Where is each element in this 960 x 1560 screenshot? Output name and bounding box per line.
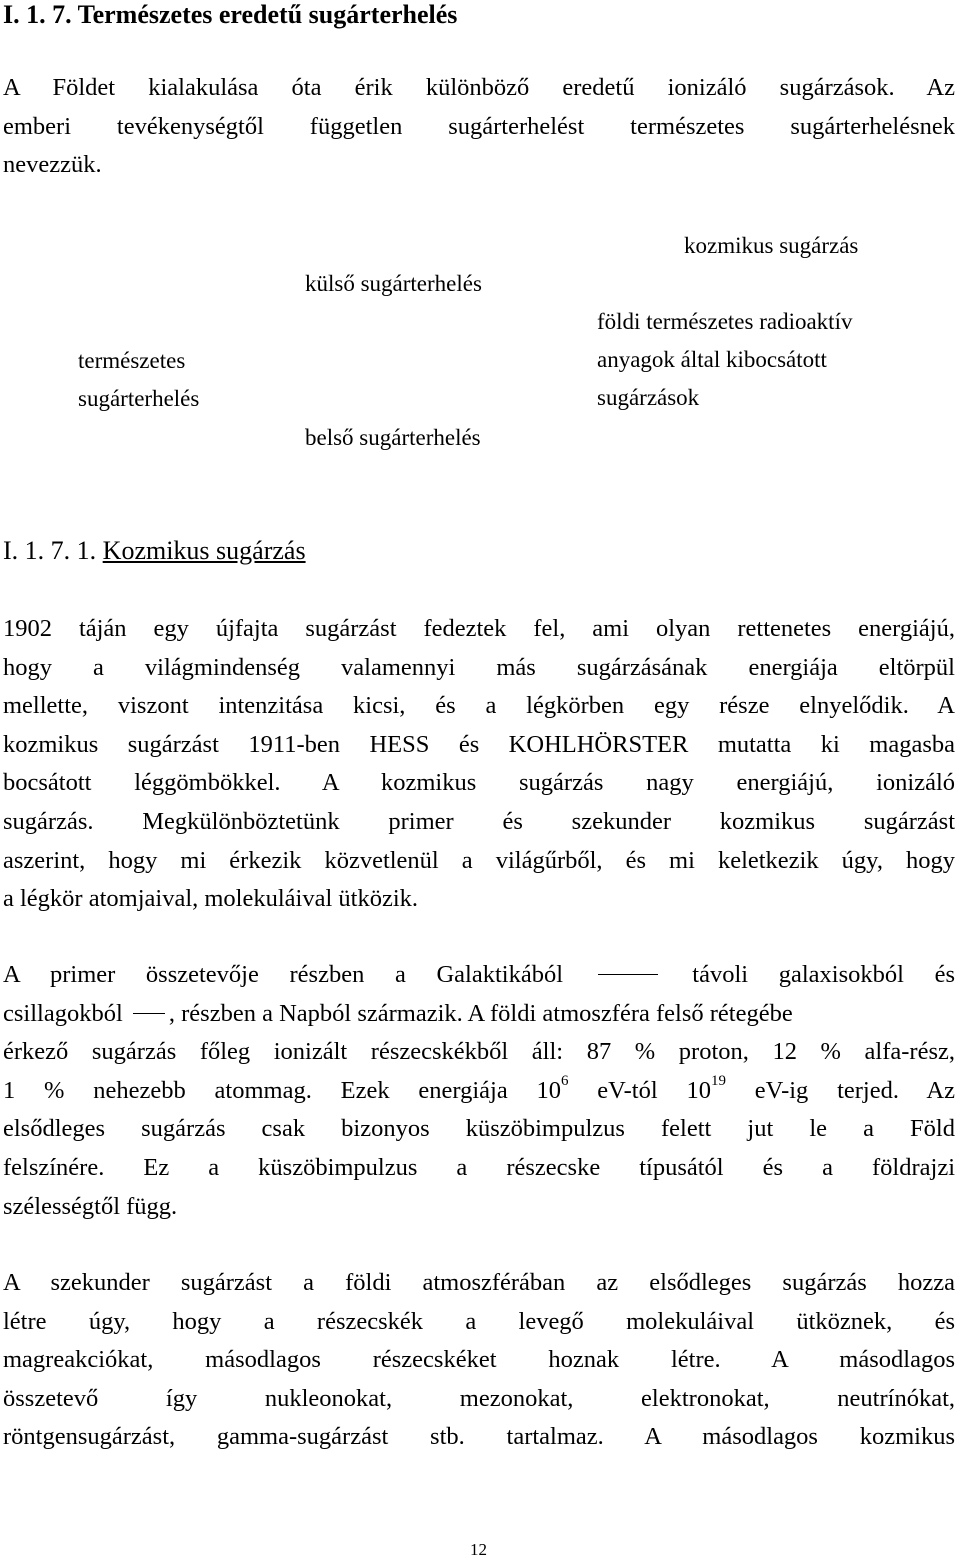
subsection-title: Kozmikus sugárzás	[102, 536, 306, 565]
text-line: nevezzük.	[3, 151, 102, 179]
intro-paragraph	[3, 69, 955, 185]
text-line: bocsátott léggömbökkel. A kozmikus sugárzás nagy energiájú, ionizáló	[3, 769, 955, 797]
page-number: 12	[470, 1540, 487, 1559]
text-line: szélességtől függ.	[3, 1192, 178, 1220]
text-line: a légkör atomjaival, molekuláival ütközik.	[3, 885, 419, 913]
text-line: A Földet kialakulása óta érik különböző eredetű ionizáló sugárzások. Az	[3, 74, 955, 101]
text-span: A primer összetevője részben a Galaktikából	[3, 961, 564, 988]
text-line	[3, 956, 955, 995]
text-line	[3, 1072, 955, 1111]
text-line: magreakciókat, másodlagos részecskéket hoznak létre. A másodlagos	[3, 1346, 955, 1374]
exponent: 6	[561, 1072, 569, 1089]
em-dash	[133, 1013, 165, 1014]
diagram-external: külső sugárterhelés	[305, 271, 482, 296]
text-line	[3, 995, 955, 1034]
exponent: 19	[710, 1072, 726, 1089]
text-span: eV-tól 10	[568, 1076, 711, 1104]
text-span: eV-ig terjed. Az	[725, 1076, 955, 1104]
diagram-root-line1: természetes	[78, 348, 186, 373]
text-span: távoli galaxisokból és	[692, 961, 955, 988]
text-line: sugárzás. Megkülönböztetünk primer és szekunder kozmikus sugárzást	[3, 807, 955, 835]
text-line: hogy a világmindenség valamennyi más sugárzásának energiája eltörpül	[3, 653, 955, 681]
text-line: emberi tevékenységtől független sugárterhelést természetes sugárterhelésnek	[3, 112, 955, 140]
text-line: érkező sugárzás főleg ionizált részecskékből áll: 87 % proton, 12 % alfa-rész,	[3, 1038, 955, 1066]
text-span: csillagokból	[3, 999, 123, 1027]
text-line: mellette, viszont intenzitása kicsi, és a légkörben egy része elnyelődik. A	[3, 692, 955, 720]
em-dash	[598, 974, 658, 975]
text-line: létre úgy, hogy a részecskék a levegő molekuláival ütköznek, és	[3, 1307, 955, 1335]
text-line: elsődleges sugárzás csak bizonyos küszöbimpulzus felett jut le a Föld	[3, 1115, 955, 1143]
paragraph-1	[3, 610, 955, 919]
subsection-number: I. 1. 7. 1.	[3, 536, 97, 565]
text-line: A szekunder sugárzást a földi atmoszférában az elsődleges sugárzás hozza	[3, 1269, 955, 1296]
paragraph-3	[3, 1264, 955, 1457]
section-heading: I. 1. 7. Természetes eredetű sugárterhelés	[3, 0, 458, 29]
text-line: 1902 táján egy újfajta sugárzást fedeztek fel, ami olyan rettenetes energiájú,	[3, 615, 955, 642]
text-line: felszínére. Ez a küszöbimpulzus a részecske típusától és a földrajzi	[3, 1153, 955, 1181]
diagram-cosmic: kozmikus sugárzás	[684, 233, 859, 258]
text-line: kozmikus sugárzást 1911-ben HESS és KOHLHÖRSTER mutatta ki magasba	[3, 730, 955, 758]
diagram-terrestrial-line3: sugárzások	[597, 385, 700, 410]
text-line: aszerint, hogy mi érkezik közvetlenül a világűrből, és mi keletkezik úgy, hogy	[3, 846, 955, 874]
text-line: összetevő így nukleonokat, mezonokat, elektronokat, neutrínókat,	[3, 1384, 955, 1412]
diagram-terrestrial-line2: anyagok által kibocsátott	[597, 347, 827, 372]
diagram-root-line2: sugárterhelés	[78, 386, 200, 411]
diagram-terrestrial-line1: földi természetes radioaktív	[597, 309, 853, 334]
text-span: 1 % nehezebb atommag. Ezek energiája 10	[3, 1076, 562, 1104]
text-span: , részben a Napból származik. A földi atmoszféra felső rétegébe	[168, 999, 793, 1027]
diagram-internal: belső sugárterhelés	[305, 425, 481, 450]
subsection-heading	[3, 534, 306, 568]
text-line: röntgensugárzást, gamma-sugárzást stb. tartalmaz. A másodlagos kozmikus	[3, 1423, 955, 1451]
paragraph-2	[3, 956, 955, 1226]
